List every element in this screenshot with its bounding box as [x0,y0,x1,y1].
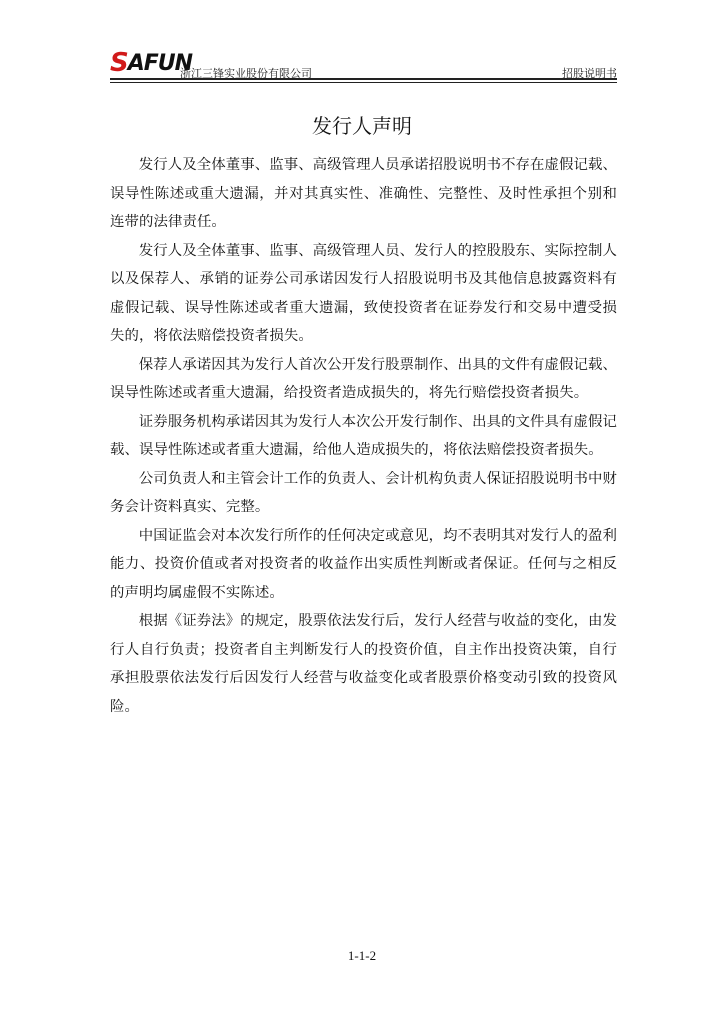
paragraph: 公司负责人和主管会计工作的负责人、会计机构负责人保证招股说明书中财务会计资料真实、完整。 [110,470,617,515]
document-type: 招股说明书 [562,67,617,80]
page-title: 发行人声明 [312,114,412,138]
paragraph: 保荐人承诺因其为发行人首次公开发行股票制作、出具的文件有虚假记载、误导性陈述或者重大遗漏，给投资者造成损失的，将先行赔偿投资者损失。 [110,356,617,401]
paragraph: 中国证监会对本次发行所作的任何决定或意见，均不表明其对发行人的盈利能力、投资价值或者对投资者的收益作出实质性判断或者保证。任何与之相反的声明均属虚假不实陈述。 [110,527,617,601]
logo-letter-s: S [110,48,128,78]
paragraph: 证券服务机构承诺因其为发行人本次公开发行制作、出具的文件具有虚假记载、误导性陈述或者重大遗漏，给他人造成损失的，将依法赔偿投资者损失。 [110,413,617,458]
paragraph: 根据《证券法》的规定，股票依法发行后，发行人经营与收益的变化，由发行人自行负责；投资者自主判断发行人的投资价值，自主作出投资决策，自行承担股票依法发行后因发行人经营与收益变化或者股票价格变动引致的投资风险。 [110,613,617,715]
paragraph: 发行人及全体董事、监事、高级管理人员、发行人的控股股东、实际控制人以及保荐人、承销的证券公司承诺因发行人招股说明书及其他信息披露资料有虚假记载、误导性陈述或者重大遗漏，致使投资者在证券发行和交易中遭受损失的，将依法赔偿投资者损失。 [110,242,617,344]
paragraph: 发行人及全体董事、监事、高级管理人员承诺招股说明书不存在虚假记载、误导性陈述或重大遗漏，并对其真实性、准确性、完整性、及时性承担个别和连带的法律责任。 [110,157,617,230]
statement-body [110,151,617,721]
company-name: 浙江三锋实业股份有限公司 [180,67,312,80]
page-header [110,50,617,78]
header-divider [110,78,617,80]
page-number: 1-1-2 [347,948,377,963]
logo-wordmark: AFUN [127,51,193,76]
header-divider-thin [110,82,617,83]
